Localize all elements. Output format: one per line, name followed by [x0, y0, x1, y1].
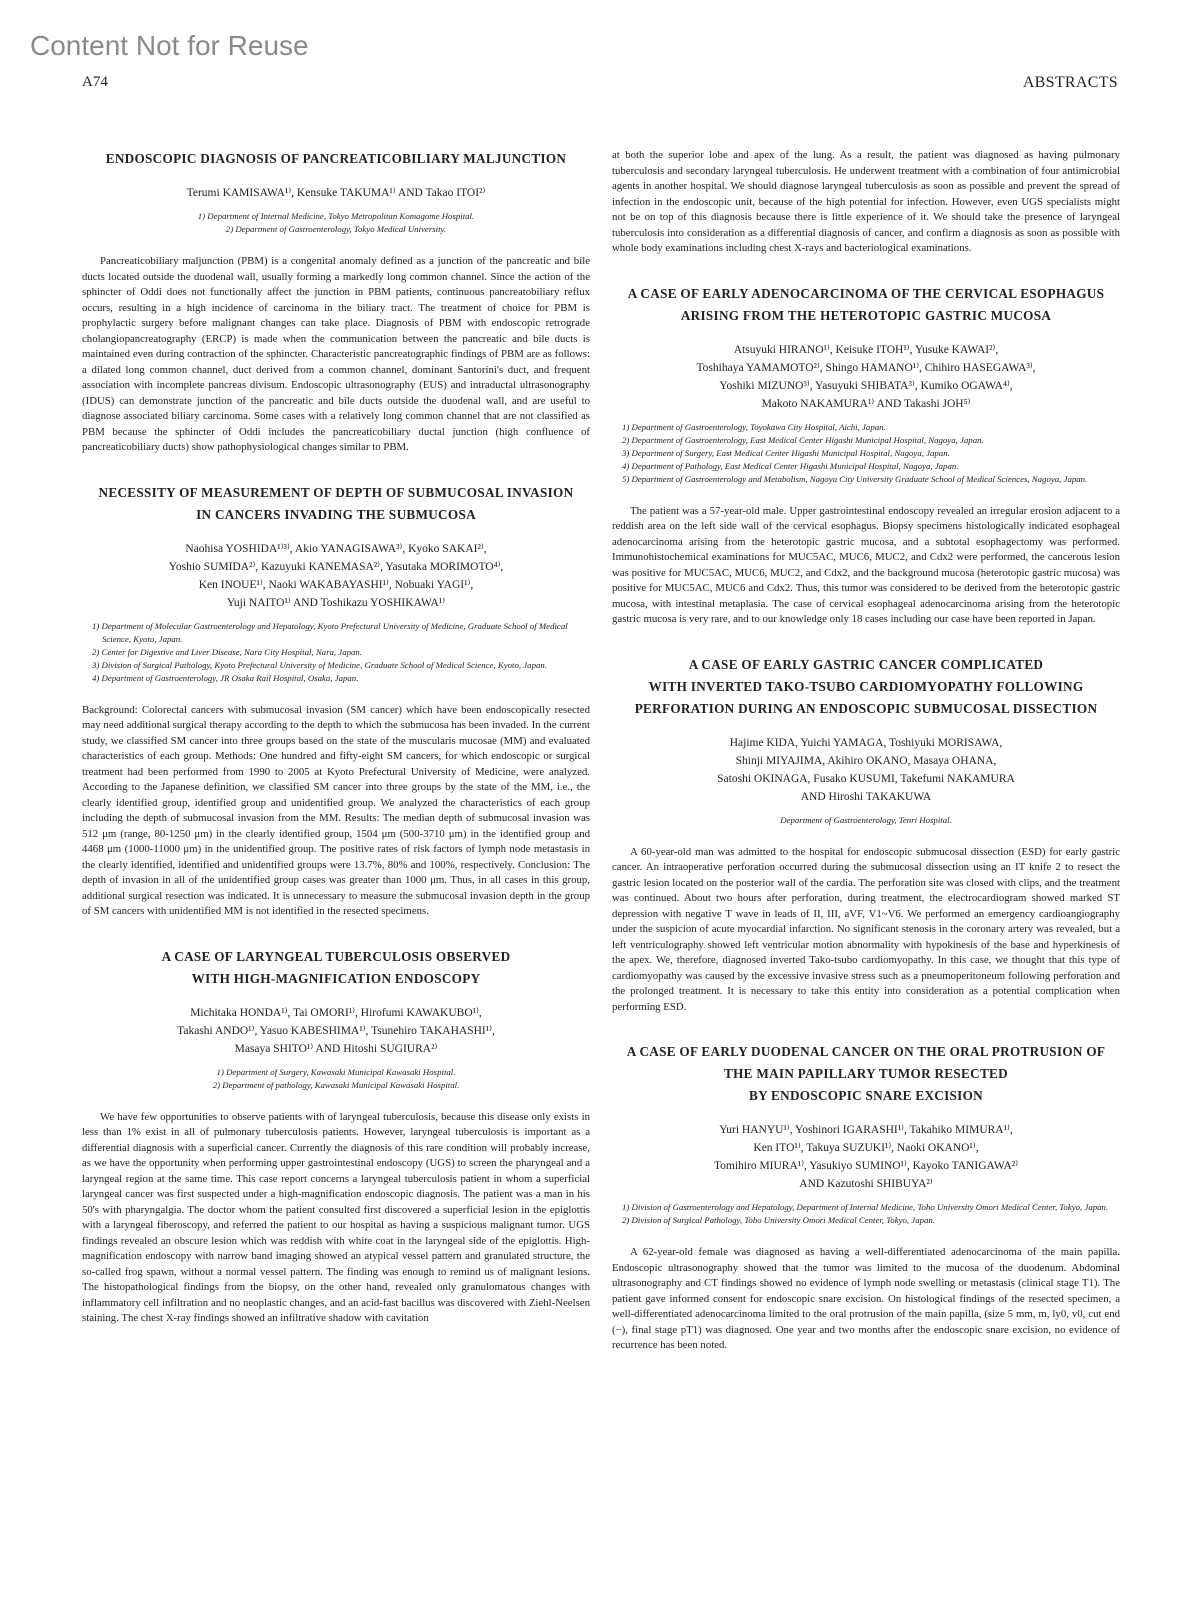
article-title: A CASE OF EARLY ADENOCARCINOMA OF THE CERVICAL ESOPHAGUS ARISING FROM THE HETEROTOPIC GASTRIC MUCOSA [627, 285, 1105, 323]
article-title: A CASE OF EARLY GASTRIC CANCER COMPLICATED WITH INVERTED TAKO-TSUBO CARDIOMYOPATHY FOLLOWING PERFORATION DURING AN ENDOSCOPIC SUBMUCOSAL DISSECTION [634, 656, 1098, 716]
article-title: A CASE OF EARLY DUODENAL CANCER ON THE ORAL PROTRUSION OF THE MAIN PAPILLARY TUMOR RESECTED BY ENDOSCOPIC SNARE EXCISION [626, 1044, 1106, 1103]
right-column [612, 148, 1120, 1380]
article-body: A 62-year-old female was diagnosed as having a well-differentiated adenocarcinoma of the main papilla. Endoscopic ultrasonography showed that the tumor was limited to the mucosa of the duodenum. Abdominal ultrasonography and CT findings showed no evidence of lymph node swelling or metastasis (clinical stage T1). The patient gave informed consent for endoscopic snare excision. On histological findings of the resected specimen, a well-differentiated adenocarcinoma limited to the oral protrusion of the main papilla, (size 5 mm, m, ly0, v0, cut end (−), final stage pT1) was diagnosed. One year and two months after the endoscopic snare excision, no evidence of recurrence has been noted. [612, 1246, 1120, 1351]
watermark: Content Not for Reuse [30, 30, 309, 61]
article-title: ENDOSCOPIC DIAGNOSIS OF PANCREATICOBILIARY MALJUNCTION [105, 151, 567, 166]
affiliation: 2) Division of Surgical Pathology, Toho University Omori Medical Center, Tokyo, Japan. [622, 1215, 935, 1225]
article-authors: Michitaka HONDA¹⁾, Tai OMORI¹⁾, Hirofumi KAWAKUBO¹⁾, Takashi ANDO¹⁾, Yasuo KABESHIMA¹⁾, Tsunehiro TAKAHASHI¹⁾, Masaya SHITO¹⁾ AND Hitoshi SUGIURA²⁾ [177, 1006, 495, 1055]
affiliation: 2) Department of Gastroenterology, Tokyo Medical University. [225, 224, 447, 234]
affiliation: 2) Center for Digestive and Liver Disease, Nara City Hospital, Nara, Japan. [92, 646, 362, 657]
affiliation: Department of Gastroenterology, Tenri Hospital. [780, 814, 952, 825]
affiliations [82, 620, 590, 685]
article-pbm [82, 148, 590, 456]
affiliation: 4) Department of Gastroenterology, JR Osaka Rail Hospital, Osaka, Japan. [92, 672, 359, 683]
article-authors: Naohisa YOSHIDA¹⁾³⁾, Akio YANAGISAWA³⁾, Kyoko SAKAI²⁾, Yoshio SUMIDA²⁾, Kazuyuki KANEMASA²⁾, Yasutaka MORIMOTO⁴⁾, Ken INOUE¹⁾, Naoki WAKABAYASHI¹⁾, Nobuaki YAGI¹⁾, Yuji NAITO¹⁾ AND Toshikazu YOSHIKAWA¹⁾ [168, 542, 504, 609]
article-authors: Atsuyuki HIRANO¹⁾, Keisuke ITOH¹⁾, Yusuke KAWAI²⁾, Toshihaya YAMAMOTO²⁾, Shingo HAMANO¹⁾, Chihiro HASEGAWA³⁾, Yoshiki MIZUNO³⁾, Yasuyuki SHIBATA³⁾, Kumiko OGAWA⁴⁾, Makoto NAKAMURA¹⁾ AND Takashi JOH⁵⁾ [696, 343, 1036, 410]
article-submucosal [82, 482, 590, 920]
article-cervical-esophagus [612, 283, 1120, 628]
article-tako-tsubo [612, 654, 1120, 1016]
article-body: Pancreaticobiliary maljunction (PBM) is a congenital anomaly defined as a junction of the pancreatic and bile ducts located outside the duodenal wall, usually forming a markedly long common channel. Since the action of the sphincter of Oddi does not functionally affect the junction in PBM patients, continuous pancreatobiliary reflux occurs, resulting in a high incidence of carcinoma in the biliary tract. The treatment of choice for PBM is prophylactic surgery before malignant changes can take place. Diagnosis of PBM with endoscopic retrograde cholangiopancreatography (ERCP) is made when the communication between the pancreatic and bile ducts is maintained even during contraction of the sphincter. Characteristic pancreatographic findings of PBM are as follows: a dilated long common channel, duct derived from a common channel, dominant Santorini's duct, and frequent association with incomplete pancreas divisum. Endoscopic ultrasonography (EUS) and intraductal ultrasonography (IDUS) can demonstrate junction of the pancreatic and bile ducts outside the duodenal wall, and are useful to diagnose associated biliary carcinoma. Some cases with a relatively long common channel that are not classified as PBM because the sphincter of Oddi includes the pancreaticobiliary ductal junction (high confluence of pancreaticobiliary ducts) show pathophysiological changes similar to PBM. [82, 255, 590, 453]
article-duodenal [612, 1041, 1120, 1354]
article-body-continued: at both the superior lobe and apex of the lung. As a result, the patient was diagnosed as having pulmonary tuberculosis and secondary laryngeal tuberculosis. He underwent treatment with a combination of four antimicrobial agents in another hospital. We should diagnose laryngeal tuberculosis as soon as possible and prevent the spread of infection in the endoscopic unit, because of the high potential for infection. However, even UGS specialists might not be on top of this diagnosis because there is little experience of it. We should take the presence of laryngeal tuberculosis into consideration as a differential diagnosis of cancer, and confirm a diagnosis as soon as possible with whole body examinations including chest X-rays and bacteriological examinations. [612, 149, 1120, 254]
article-laryngeal-continued [612, 148, 1120, 257]
affiliations [612, 421, 1120, 486]
affiliation: 3) Department of Surgery, East Medical Center Higashi Municipal Hospital, Nagoya, Japan. [622, 447, 950, 458]
article-title: NECESSITY OF MEASUREMENT OF DEPTH OF SUBMUCOSAL INVASION IN CANCERS INVADING THE SUBMUCOSA [98, 484, 574, 522]
article-title: A CASE OF LARYNGEAL TUBERCULOSIS OBSERVED WITH HIGH-MAGNIFICATION ENDOSCOPY [161, 948, 511, 986]
affiliation: 1) Department of Molecular Gastroenterology and Hepatology, Kyoto Prefectural University of Medicine, Graduate School of Medical Science, Kyoto, Japan. [92, 620, 568, 644]
left-column [82, 148, 590, 1353]
page-number: A74 [82, 74, 108, 90]
article-authors: Terumi KAMISAWA¹⁾, Kensuke TAKUMA¹⁾ AND Takao ITOI²⁾ [186, 187, 486, 199]
affiliation: 1) Department of Surgery, Kawasaki Municipal Kawasaki Hospital. [216, 1066, 456, 1077]
article-authors: Hajime KIDA, Yuichi YAMAGA, Toshiyuki MORISAWA, Shinji MIYAJIMA, Akihiro OKANO, Masaya OHANA, Satoshi OKINAGA, Fusako KUSUMI, Takefumi NAKAMURA AND Hiroshi TAKAKUWA [717, 736, 1015, 803]
affiliation: 1) Department of Internal Medicine, Tokyo Metropolitan Komagome Hospital. [197, 211, 475, 221]
running-head: ABSTRACTS [1022, 74, 1118, 91]
affiliation: 4) Department of Pathology, East Medical Center Higashi Municipal Hospital, Nagoya, Japan. [622, 460, 959, 471]
affiliations [82, 1066, 590, 1092]
affiliation: 2) Department of Gastroenterology, East Medical Center Higashi Municipal Hospital, Nagoya, Japan. [622, 434, 984, 445]
affiliations [82, 210, 590, 236]
affiliation: 1) Department of Gastroenterology, Toyokawa City Hospital, Aichi, Japan. [622, 421, 886, 432]
affiliation: 3) Division of Surgical Pathology, Kyoto Prefectural University of Medicine, Graduate School of Medical Science, Kyoto, Japan. [92, 659, 547, 670]
affiliation: 2) Department of pathology, Kawasaki Municipal Kawasaki Hospital. [212, 1079, 460, 1090]
article-body: The patient was a 57-year-old male. Upper gastrointestinal endoscopy revealed an irregular erosion adjacent to a reddish area on the left side wall of the cervical esophagus. Biopsy specimens histologically indicated esophageal adenocarcinoma arising from the heterotopic gastric mucosa, and a subtotal esophagectomy was performed. Immunohistochemical examinations for MUC5AC, MUC6, MUC2, and Cdx2 were performed, the cancerous lesion was positive for MUC5AC, MUC6, MUC2, and Cdx2, and the background mucosa (heterotopic gastric mucosa) was positive for MUC5AC, MUC6 and Cdx2. Thus, this tumor was considered to be derived from the heterotopic gastric mucosa, with intestinal metaplasia. The case of cervical esophageal adenocarcinoma arising from the heterotopic gastric mucosa is very rare, and to our knowledge only 18 cases including our case have been reported in Japan. [612, 504, 1120, 625]
affiliations [612, 1201, 1120, 1227]
article-laryngeal [82, 946, 590, 1327]
affiliations [612, 814, 1120, 827]
affiliation: 5) Department of Gastroenterology and Metabolism, Nagoya City University Graduate School of Medical Sciences, Nagoya, Japan. [622, 473, 1088, 484]
article-body: Background: Colorectal cancers with submucosal invasion (SM cancer) which have been endoscopically resected may need additional surgical therapy according to the depth to which the submucosa has been invaded. In the current study, we classified SM cancer into three groups based on the state of the muscularis mucosae (MM) and evaluated characteristics of each group. Methods: One hundred and fifty-eight SM cancers, for which endoscopic or surgical treatment had been performed from 1990 to 2005 at Kyoto Prefectural University of Medicine, were analyzed. According to the Japanese definition, we classified SM cancer into three groups by the state of the MM, i.e., the clearly identified group, identified group and unidentified group. We analyzed the characteristics of each group including the depth of submucosal invasion from the MM. Results: The median depth of submucosal invasion was 512 μm (range, 80-1250 μm) in the clearly identified group, 1504 μm (500-3710 μm) in the identified group and 4468 μm (1000-11000 μm) in the unidentified group. The positive rates of risk factors of lymph node metastasis in the clearly identified, identified and unidentified groups were 13.7%, 80% and 100%, respectively. Conclusion: The depth of invasion in all of the unidentified group cases was greater than 1000 μm. Thus, in all cases in this group, additional surgical resection was indicated. It is unnecessary to measure the submucosal invasion depth in the group of SM cancers with unidentified MM is not identified in the resected specimens. [82, 703, 590, 917]
article-body: We have few opportunities to observe patients with of laryngeal tuberculosis, because this disease only exists in less than 1% exist in all of pulmonary tuberculosis patients. However, laryngeal tuberculosis is important as a differential diagnosis with a superficial cancer. Currently the diagnosis of this rare condition will probably increase, as we have the opportunity when performing upper gastrointestinal endoscopy (UGS) to screen the pharyngeal and a laryngeal region at the same time. This case report concerns a laryngeal tuberculosis patient in whom a superficial laryngeal cancer was first suspected under a high-magnification endoscopic diagnosis. The patient was a man in his 50's with pharyngalgia. The doctor whom the patient consulted first discovered a superficial lesion in the epiglottis with a laryngeal fiberoscopy, and referred the patient to our hospital as having a suspicious malignant tumor. UGS findings revealed an obscure lesion which was reddish with white coat in the laryngeal side of the epiglottis. High-magnification endoscopy with narrow band imaging showed an atypical vessel pattern and granulated structure, the so-called frog spawn, without a normal vessel pattern. The finding was enough to remind us of malignant lesions. The histopathological findings from the biopsy, on the other hand, revealed only granulomatous changes with inflammatory cell infiltration and no neoplastic changes, and an acid-fast bacillus was discovered with Ziehl-Neelsen staining. The chest X-ray findings showed an infiltrative shadow with cavitation [82, 1110, 590, 1324]
affiliation: 1) Division of Gastroenterology and Hepatology, Department of Internal Medicine, Toho University Omori Medical Center, Tokyo, Japan. [622, 1202, 1109, 1212]
article-body: A 60-year-old man was admitted to the hospital for endoscopic submucosal dissection (ESD) for early gastric cancer. An intraoperative perforation occurred during the submucosal dissection using an IT knife 2 to resect the gastric lesion located on the posterior wall of the cardia. The perforation site was closed with clips, and the treatment was continued. About two hours after perforation, during treatment, the electrocardiogram showed marked ST depression with negative T wave in leads of II, III, aVF, V1~V6. We performed an emergency cardioangiography under the suspicion of acute myocardial infarction. No significant stenosis in the coronary artery was revealed, but a left ventriculography showed left ventricular motion abnormality with hypokinesis of the base and hyperkinesis of the apex. We, therefore, diagnosed inverted Tako-tsubo cardiomyopathy. In this case, we thought that this type of cardiomyopathy was caused by the excessive invasive stress such as a pneumoperitoneum following perforation and the prolonged treatment. It is necessary to take this entity into consideration as a potential complication when performing ESD. [612, 845, 1120, 1013]
article-authors: Yuri HANYU¹⁾, Yoshinori IGARASHI¹⁾, Takahiko MIMURA¹⁾, Ken ITO¹⁾, Takuya SUZUKI¹⁾, Naoki OKANO¹⁾, Tomihiro MIURA¹⁾, Yasukiyo SUMINO¹⁾, Kayoko TANIGAWA²⁾ AND Kazutoshi SHIBUYA²⁾ [713, 1124, 1019, 1190]
